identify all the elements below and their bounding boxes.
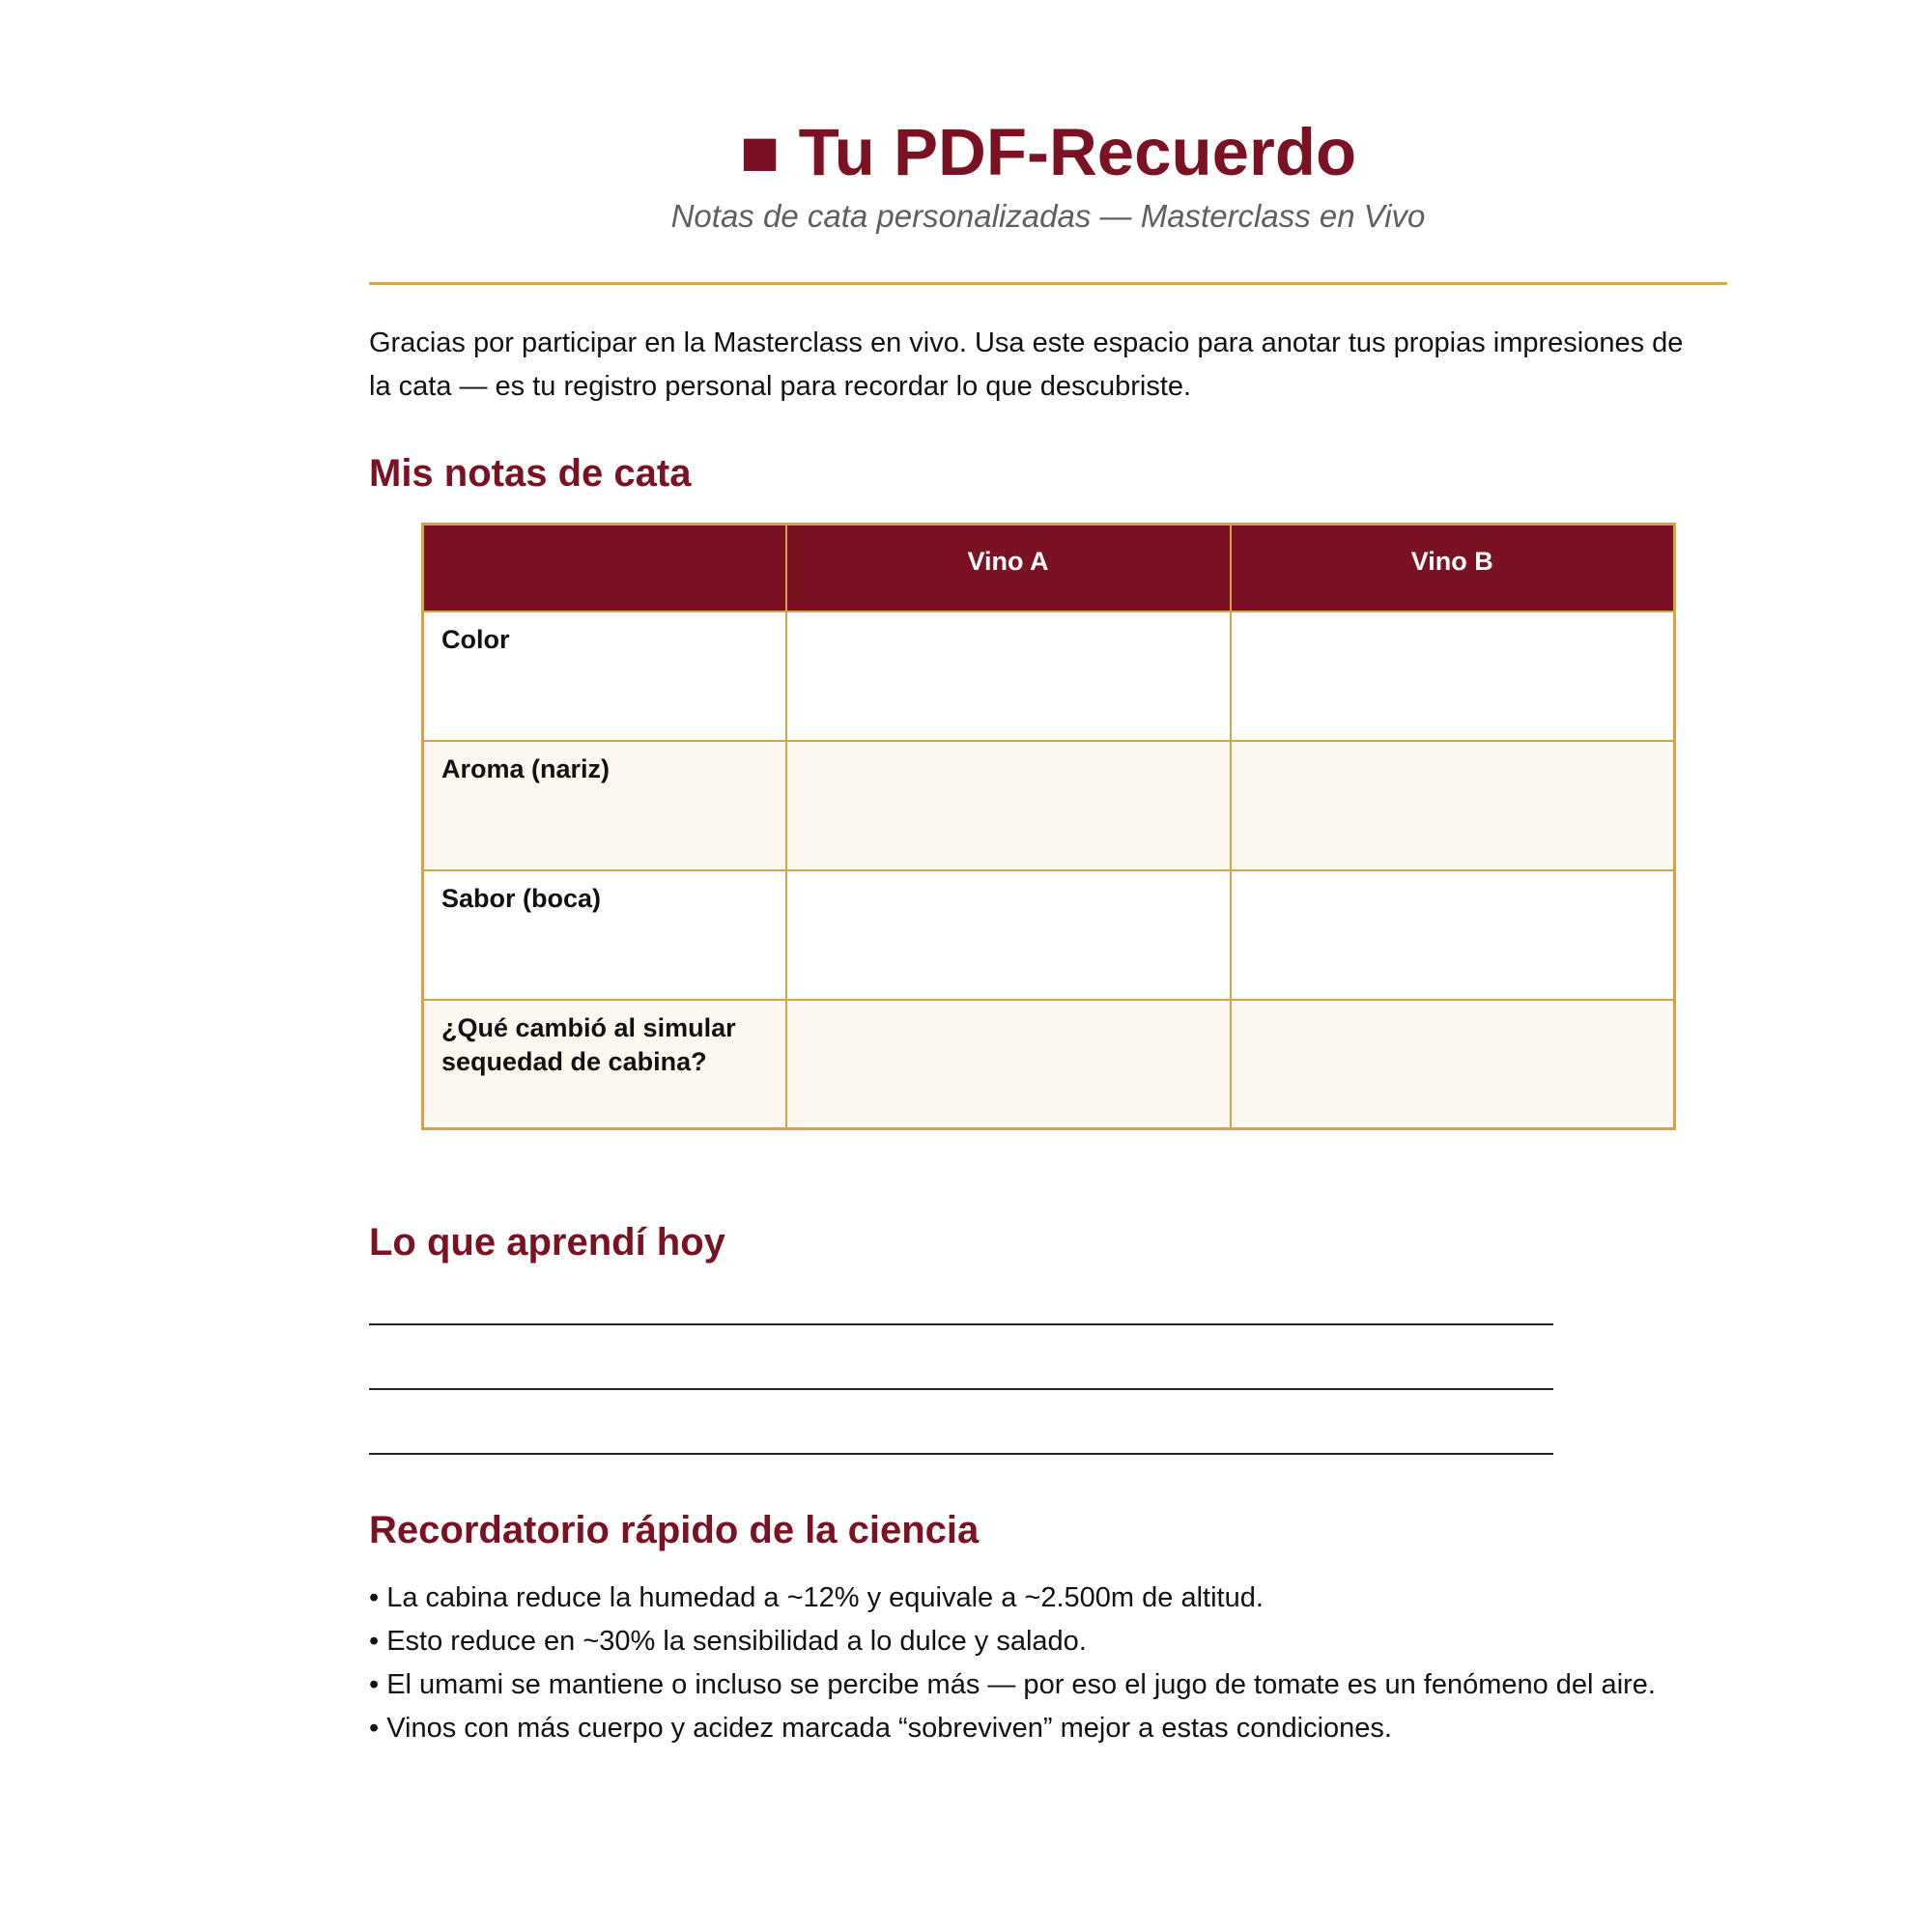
list-item: • Esto reduce en ~30% la sensibilidad a lo dulce y salado. <box>369 1626 1087 1657</box>
intro-paragraph: Gracias por participar en la Masterclass en vivo. Usa este espacio para anotar tus propias impresiones de la cata — es tu registro personal para recordar lo que descubriste. <box>369 327 1684 402</box>
table-row <box>423 1000 1675 1129</box>
note-cell-sequedad-vino-a[interactable] <box>786 1000 1231 1129</box>
tasting-notes-heading: Mis notas de cata <box>369 452 692 495</box>
table-header-row <box>423 525 1675 611</box>
list-item: • Vinos con más cuerpo y acidez marcada “sobreviven” mejor a estas condiciones. <box>369 1713 1392 1744</box>
note-cell-sequedad-vino-b[interactable] <box>1231 1000 1675 1129</box>
header-cell-vino-a: Vino A <box>786 525 1231 611</box>
list-item: • El umami se mantiene o incluso se percibe más — por eso el jugo de tomate es un fenómeno del aire. <box>369 1669 1656 1700</box>
science-heading: Recordatorio rápido de la ciencia <box>369 1509 980 1551</box>
tasting-notes-table <box>421 523 1676 1130</box>
note-cell-color-vino-a[interactable] <box>786 611 1231 741</box>
note-cell-color-vino-b[interactable] <box>1231 611 1675 741</box>
writing-line-1 <box>369 1323 1553 1325</box>
page-title: ■ Tu PDF-Recuerdo <box>739 115 1357 189</box>
note-cell-aroma-vino-a[interactable] <box>786 741 1231 870</box>
page-subtitle: Notas de cata personalizadas — Masterclass en Vivo <box>670 198 1426 234</box>
table-row <box>423 741 1675 870</box>
table-row <box>423 611 1675 741</box>
header-cell-vino-b: Vino B <box>1231 525 1675 611</box>
learned-heading: Lo que aprendí hoy <box>369 1221 725 1264</box>
note-cell-aroma-vino-b[interactable] <box>1231 741 1675 870</box>
writing-line-2 <box>369 1388 1553 1390</box>
writing-line-3 <box>369 1453 1553 1455</box>
note-cell-sabor-vino-b[interactable] <box>1231 870 1675 1000</box>
header-cell-empty <box>423 525 786 611</box>
row-label-sequedad: ¿Qué cambió al simular sequedad de cabina? <box>423 1000 786 1129</box>
row-label-aroma: Aroma (nariz) <box>423 741 786 870</box>
header-divider <box>369 282 1727 285</box>
note-cell-sabor-vino-a[interactable] <box>786 870 1231 1000</box>
list-item: • La cabina reduce la humedad a ~12% y equivale a ~2.500m de altitud. <box>369 1582 1264 1613</box>
science-bullet-list <box>369 1577 1721 1750</box>
row-label-color: Color <box>423 611 786 741</box>
table-row <box>423 870 1675 1000</box>
row-label-sabor: Sabor (boca) <box>423 870 786 1000</box>
